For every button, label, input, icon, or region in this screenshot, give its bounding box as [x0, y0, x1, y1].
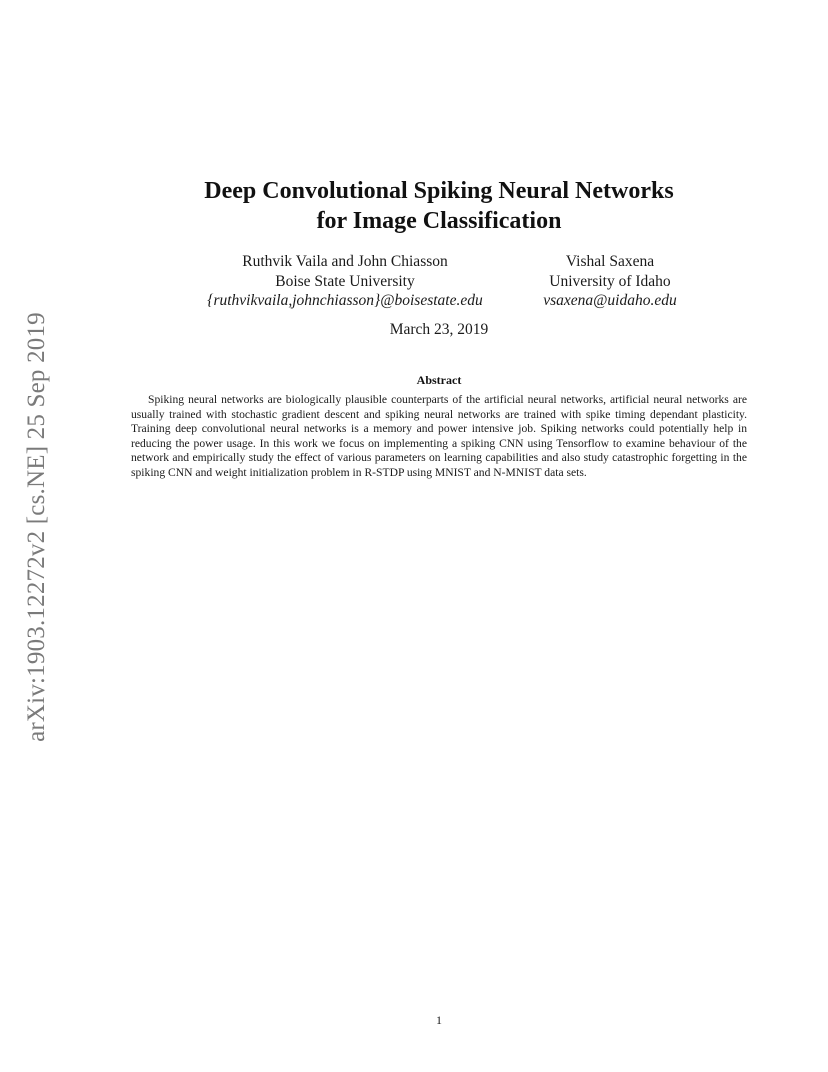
author-block-boise — [193, 252, 497, 311]
author-email: vsaxena@uidaho.edu — [543, 292, 677, 309]
author-affiliation: Boise State University — [275, 272, 415, 290]
paper-date: March 23, 2019 — [389, 321, 489, 338]
author-names: Ruthvik Vaila and John Chiasson — [242, 253, 448, 270]
abstract-heading: Abstract — [416, 373, 462, 387]
paper-title-line-2: for Image Classification — [316, 208, 562, 234]
paper-title-line-1: Deep Convolutional Spiking Neural Networks — [204, 178, 674, 204]
arxiv-identifier: arXiv:1903.12272v2 [cs.NE] 25 Sep 2019 — [23, 312, 50, 742]
author-block-idaho — [520, 252, 700, 311]
author-affiliation: University of Idaho — [549, 272, 671, 290]
page-number: 1 — [436, 1013, 442, 1027]
abstract-body: Spiking neural networks are biologically plausible counterparts of the artificial neural networks, artificial neural networks are usually trained with stochastic gradient descent and spiking neural networks are trained with spike timing dependant plasticity. Training deep convolutional neural networks is a memory and power intensive job. Spiking networks could potentially help in reducing the power usage. In this work we focus on implementing a spiking CNN using Tensorflow to examine behaviour of the network and empirically study the effect of various parameters on learning capabilities and also study catastrophic forgetting in the spiking CNN and weight initialization problem in R-STDP using MNIST and N-MNIST data sets. — [131, 393, 747, 479]
author-names: Vishal Saxena — [565, 253, 655, 270]
arxiv-sidebar — [22, 292, 52, 762]
author-email: {ruthvikvaila,johnchiasson}@boisestate.edu — [207, 292, 483, 309]
